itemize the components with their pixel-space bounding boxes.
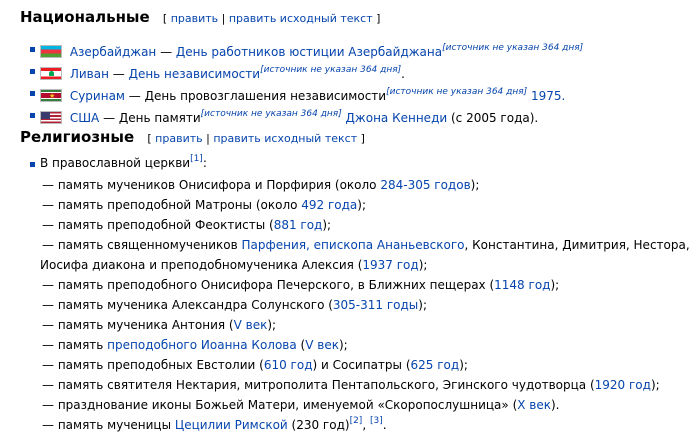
list-item: — память мучеников Онисифора и Порфирия (около 284-305 годов);: [42, 178, 480, 192]
citation-needed[interactable]: [источник не указан 364 дня]: [200, 109, 342, 119]
date-link[interactable]: 1920 год: [594, 378, 651, 392]
list-item: — память преподобной Феоктисты (881 год);: [42, 218, 332, 232]
azerbaijan-flag-icon: [40, 45, 62, 58]
bullet-icon: [30, 91, 35, 96]
bullet-icon: [30, 47, 35, 52]
bullet-icon: [30, 162, 35, 167]
date-link[interactable]: 881 год: [273, 218, 323, 232]
saint-link[interactable]: преподобного Иоанна Колова: [107, 338, 297, 352]
date-link[interactable]: 492 года: [301, 198, 358, 212]
list-item: — память преподобного Иоанна Колова (V век);: [42, 338, 348, 352]
list-item: США — День памяти[источник не указан 364 дня] Джона Кеннеди (с 2005 года).: [26, 104, 656, 126]
national-holidays-list: [26, 38, 656, 126]
holiday-link[interactable]: День работников юстиции Азербайджана: [175, 45, 443, 59]
date-link[interactable]: 610 год: [263, 358, 313, 372]
list-item: Азербайджан — День работников юстиции Азербайджана[источник не указан 364 дня]: [26, 38, 656, 60]
list-item: — память мученика Антония (V век);: [42, 318, 277, 332]
country-link[interactable]: Суринам: [69, 89, 125, 103]
list-item: — память святителя Нектария, митрополита Пентапольского, Эгинского чудотворца (1920 год);: [42, 378, 660, 392]
year-link[interactable]: 1975.: [527, 89, 566, 103]
country-link[interactable]: США: [69, 111, 100, 125]
list-item: — память преподобной Матроны (около 492 года);: [42, 198, 367, 212]
bullet-icon: [30, 113, 35, 118]
list-item: — память мученицы Цецилии Римской (230 год)[2], [3].: [42, 416, 387, 432]
date-link[interactable]: 1937 год: [362, 258, 419, 272]
bullet-icon: [30, 69, 35, 74]
list-item-continuation: Иосифа диакона и преподобномученика Алексия (1937 год);: [40, 258, 428, 272]
edit-source-link[interactable]: править исходный текст: [213, 132, 358, 145]
lebanon-flag-icon: [40, 67, 62, 80]
list-item: — память священномучеников Парфения, епископа Ананьевского, Константина, Димитрия, Нестора,: [42, 238, 690, 252]
country-link[interactable]: Ливан: [69, 67, 109, 81]
edit-links: [ править | править исходный текст ]: [147, 132, 365, 145]
reference-link[interactable]: [3]: [369, 416, 383, 426]
date-link[interactable]: X век: [517, 398, 551, 412]
edit-source-link[interactable]: править исходный текст: [228, 12, 373, 25]
kennedy-text: Джона Кеннеди (с 2005 года).: [341, 111, 539, 125]
date-link[interactable]: 625 год: [410, 358, 460, 372]
kennedy-link[interactable]: Джона Кеннеди: [341, 111, 448, 125]
country-link[interactable]: Азербайджан: [69, 45, 157, 59]
list-item: — память преподобного Онисифора Печерского, в Ближних пещерах (1148 год);: [42, 278, 560, 292]
saint-link[interactable]: Цецилии Римской: [174, 418, 288, 432]
edit-links: [ править | править исходный текст ]: [162, 12, 381, 25]
list-item: ★ Суринам — День провозглашения независимости[источник не указан 364 дня] 1975.: [26, 82, 656, 104]
edit-link[interactable]: править: [170, 12, 219, 25]
citation-needed[interactable]: [источник не указан 364 дня]: [260, 65, 402, 75]
suriname-flag-icon: ★: [40, 89, 62, 102]
list-item: В православной церкви[1]:: [26, 153, 656, 175]
citation-needed[interactable]: [источник не указан 364 дня]: [386, 87, 528, 97]
reference-link[interactable]: [1]: [190, 154, 203, 164]
section-heading-religious: [20, 128, 365, 146]
religious-holidays-list: [26, 153, 690, 435]
section-title: Национальные: [20, 8, 150, 26]
date-link[interactable]: 1148 год: [494, 278, 551, 292]
holiday-link[interactable]: День независимости: [128, 67, 261, 81]
section-title: Религиозные: [20, 128, 135, 146]
list-item: — память мученика Александра Солунского (305-311 годы);: [42, 298, 428, 312]
saint-link[interactable]: Парфения, епископа Ананьевского: [241, 238, 465, 252]
section-heading-national: [20, 8, 380, 26]
date-link[interactable]: V век: [305, 338, 339, 352]
list-item: — празднование иконы Божьей Матери, именуемой «Скоропослушница» (X век).: [42, 398, 560, 412]
edit-link[interactable]: править: [155, 132, 203, 145]
citation-needed[interactable]: [источник не указан 364 дня]: [442, 43, 584, 53]
list-item: — память преподобных Евстолии (610 год) и Сосипатры (625 год);: [42, 358, 468, 372]
reference-link[interactable]: [2]: [349, 416, 363, 426]
usa-flag-icon: [40, 111, 62, 124]
date-link[interactable]: 284-305 годов: [380, 178, 471, 192]
date-link[interactable]: V век: [233, 318, 268, 332]
list-item: Ливан — День независимости[источник не указан 364 дня].: [26, 60, 656, 82]
date-link[interactable]: 305-311 годы: [332, 298, 419, 312]
